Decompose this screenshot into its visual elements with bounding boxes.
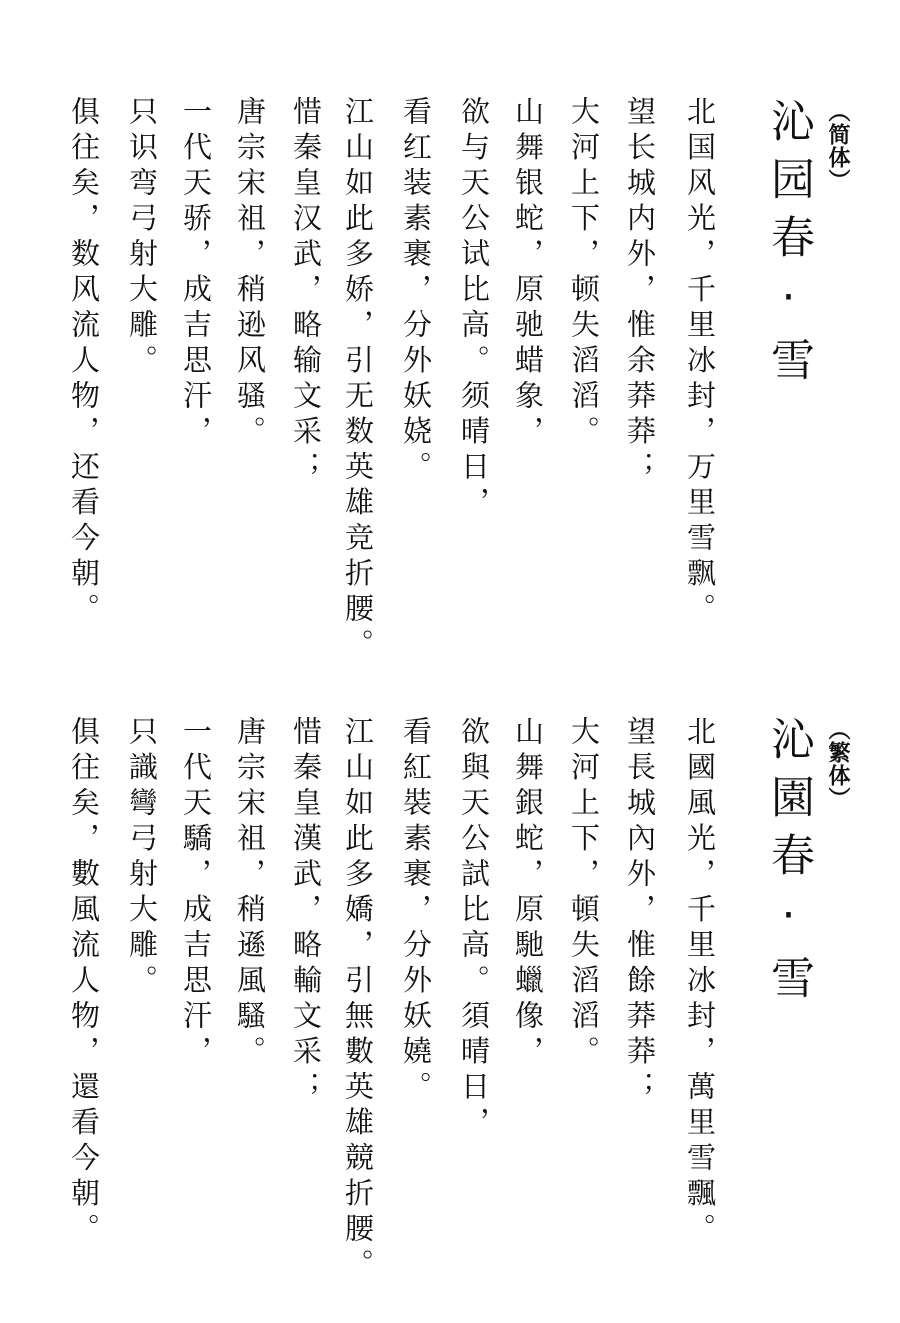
poem-line: 大河上下，頓失滔滔。 (567, 716, 601, 1071)
traditional-poem-title: 沁園春·雪 (763, 716, 814, 1013)
poem-line: 山舞银蛇，原驰蜡象， (511, 96, 545, 451)
poem-line: 江山如此多嬌，引無數英雄競折腰。 (341, 716, 375, 1284)
poem-line: 只識彎弓射大雕。 (125, 716, 159, 1000)
poem-line: 欲与天公试比高。须晴日， (457, 96, 491, 522)
poem-line: 欲與天公試比高。須晴日， (457, 716, 491, 1142)
poem-line: 大河上下，顿失滔滔。 (567, 96, 601, 451)
simplified-poem-title: 沁园春·雪 (763, 98, 814, 395)
poem-line: 山舞銀蛇，原馳蠟像， (511, 716, 545, 1071)
traditional-section (0, 620, 900, 1323)
poem-line: 望长城内外，惟余莽莽； (623, 96, 657, 487)
poem-line: 看紅裝素裹，分外妖嬈。 (399, 716, 433, 1107)
simplified-label: （简体） (825, 100, 850, 192)
poem-line: 北國風光，千里冰封，萬里雪飄。 (683, 716, 717, 1249)
poem-line: 惜秦皇汉武，略输文采； (289, 96, 323, 487)
traditional-label: （繁体） (825, 718, 850, 810)
poem-line: 惜秦皇漢武，略輸文采； (289, 716, 323, 1107)
poem-line: 唐宗宋祖，稍逊风骚。 (233, 96, 267, 451)
poem-line: 唐宗宋祖，稍遜風騷。 (233, 716, 267, 1071)
poem-line: 看红装素裹，分外妖娆。 (399, 96, 433, 487)
poem-line: 只识弯弓射大雕。 (125, 96, 159, 380)
poem-line: 一代天驕，成吉思汗， (179, 716, 213, 1071)
poem-line: 俱往矣，数风流人物，还看今朝。 (67, 96, 101, 629)
poem-line: 俱往矣，數風流人物，還看今朝。 (67, 716, 101, 1249)
poem-line: 望長城內外，惟餘莽莽； (623, 716, 657, 1107)
poem-line: 一代天骄，成吉思汗， (179, 96, 213, 451)
poem-line: 江山如此多娇，引无数英雄竞折腰。 (341, 96, 375, 664)
poem-line: 北国风光，千里冰封，万里雪飘。 (683, 96, 717, 629)
